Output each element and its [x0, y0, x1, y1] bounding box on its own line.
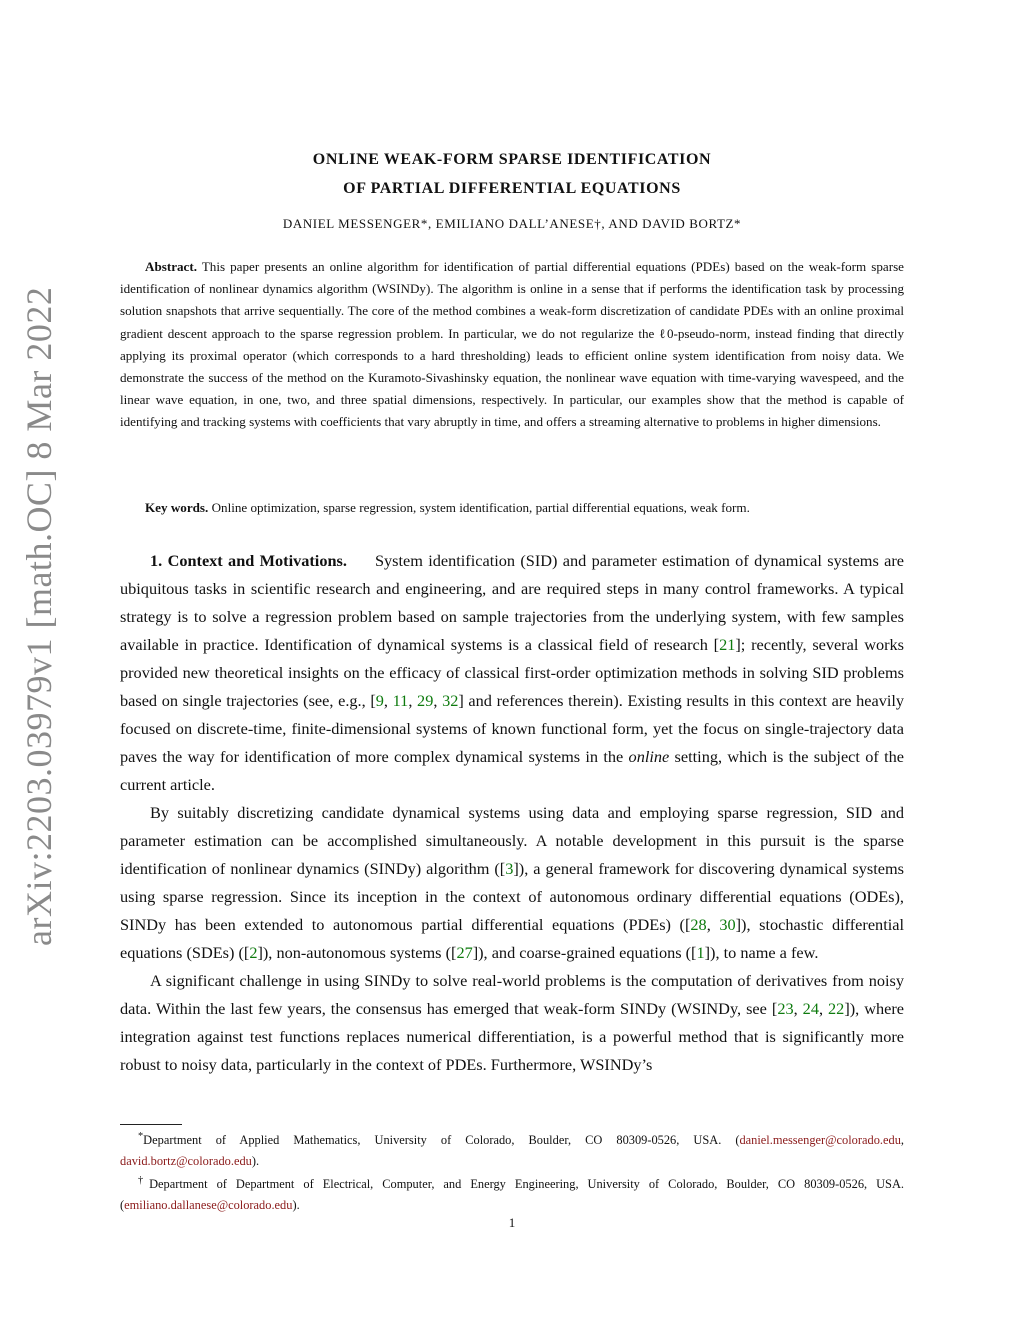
text-run: A significant challenge in using SINDy to solve real-world problems is the computation of derivatives from noisy data. Within the last few years, the consensus has emerged that weak-form SINDy (WSINDy, see [ — [120, 971, 904, 1018]
text-run: ]), and coarse-grained equations ([ — [472, 943, 697, 962]
text-run: ] and references therein). Existing results in this context are heavily focused on discrete-time, finite-dimensional systems of known functional form, yet the focus on single-trajectory data paves the way for identification of more complex dynamical systems in the — [120, 691, 905, 766]
text-run: , — [408, 691, 418, 710]
abstract-label: Abstract. — [145, 259, 197, 274]
text-run: By suitably discretizing candidate dynamical systems using data and employing sparse regression, SID and parameter estimation can be accomplished simultaneously. A notable development in this pursuit is the sparse identification of nonlinear dynamics (SINDy) algorithm ([ — [120, 803, 904, 878]
citation-link[interactable]: 23 — [777, 999, 794, 1018]
section-number: 1. — [150, 551, 163, 570]
paragraph — [120, 547, 904, 799]
abstract-text: This paper presents an online algorithm for identification of partial differential equations (PDEs) based on the weak-form sparse identification of nonlinear dynamics algorithm (WSINDy). The algorithm is online in a sense that if performs the identification task by processing solution snapshots that arrive sequentially. The core of the method combines a weak-form discretization of candidate PDEs with an online proximal gradient descent approach to the sparse regression problem. In particular, we do not regularize the ℓ0-pseudo-norm, instead finding that directly applying its proximal operator (which corresponds to a hard thresholding) leads to efficient online system identification from noisy data. We demonstrate the success of the method on the Kuramoto-Sivashinsky equation, the nonlinear wave equation with time-varying wavespeed, and the linear wave equation, in one, two, and three spatial dimensions, respectively. In particular, our examples show that the method is capable of identifying and tracking systems with coefficients that vary abruptly in time, and offers a streaming alternative to problems in higher dimensions. — [120, 259, 904, 430]
citation-link[interactable]: 11 — [392, 691, 409, 710]
text-run: , — [793, 999, 803, 1018]
footnote-text: Department of Department of Electrical, Computer, and Energy Engineering, University of Colorado, Boulder, CO 80309-0526, USA. ( — [120, 1177, 904, 1212]
citation-link[interactable]: 24 — [802, 999, 819, 1018]
text-run: ]), a general framework for discovering dynamical systems using sparse regression. Since its inception in the context of autonomous ordinary differential equations (ODEs), SINDy has been extended to autonomous partial differential equations (PDEs) ([ — [120, 859, 904, 934]
footnote-text: Department of Applied Mathematics, University of Colorado, Boulder, CO 80309-0526, USA. ( — [143, 1133, 740, 1148]
text-run: , — [818, 999, 829, 1018]
citation-link[interactable]: 21 — [719, 635, 736, 654]
citation-link[interactable]: 9 — [375, 691, 384, 710]
citation-link[interactable]: 2 — [249, 943, 258, 962]
title-line-1: ONLINE WEAK-FORM SPARSE IDENTIFICATION — [312, 151, 712, 168]
text-run: ]; recently, several works provided new theoretical insights on the efficacy of classical first-order optimization methods in solving SID problems based on single trajectories (see, e.g., [ — [120, 635, 905, 710]
emphasis: online — [628, 747, 670, 766]
email-link[interactable]: david.bortz@colorado.edu — [120, 1153, 252, 1168]
footnote-mark: * — [138, 1131, 144, 1142]
citation-link[interactable]: 27 — [456, 943, 473, 962]
email-link[interactable]: daniel.messenger@colorado.edu — [739, 1133, 901, 1148]
footnote-2 — [120, 1171, 904, 1215]
footnote-1 — [120, 1127, 904, 1171]
arxiv-side-stamp: arXiv:2203.03979v1 [math.OC] 8 Mar 2022 — [19, 286, 59, 946]
footnote-divider — [120, 1124, 182, 1125]
footnote-text: ). — [292, 1197, 300, 1212]
citation-link[interactable]: 32 — [442, 691, 459, 710]
text-run: , — [433, 691, 443, 710]
paragraph — [120, 967, 904, 1079]
keywords-label: Key words. — [145, 500, 209, 515]
footnote-mark: † — [138, 1175, 150, 1187]
text-run: ]), where integration against test functions replaces numerical differentiation, is a powerful method that is significantly more robust to noisy data, particularly in the context of PDEs. Furthermore, WSINDy’s — [120, 999, 905, 1074]
keywords — [120, 497, 904, 519]
footnote-text: , — [900, 1133, 904, 1148]
citation-link[interactable]: 29 — [417, 691, 434, 710]
citation-link[interactable]: 22 — [828, 999, 845, 1018]
section-title: Context and Motivations. — [167, 551, 347, 570]
paper-title — [120, 145, 904, 203]
text-run: ]), stochastic differential equations (SDEs) ([ — [120, 915, 904, 962]
citation-link[interactable]: 30 — [719, 915, 736, 934]
citation-link[interactable]: 28 — [690, 915, 707, 934]
citation-link[interactable]: 1 — [696, 943, 705, 962]
footnote-text: ). — [251, 1153, 260, 1168]
footnotes — [120, 1127, 904, 1215]
page-number: 1 — [508, 1215, 516, 1230]
abstract — [120, 256, 904, 434]
text-run: , — [706, 915, 720, 934]
email-link[interactable]: emiliano.dallanese@colorado.edu — [124, 1197, 293, 1212]
keywords-text: Online optimization, sparse regression, system identification, partial differential equations, weak form. — [211, 500, 750, 515]
text-run: setting, which is the subject of the current article. — [120, 747, 904, 794]
citation-link[interactable]: 3 — [505, 859, 514, 878]
text-run: , — [383, 691, 393, 710]
author-list: DANIEL MESSENGER*, EMILIANO DALL’ANESE†, AND DAVID BORTZ* — [282, 216, 742, 231]
text-run: System identification (SID) and parameter estimation of dynamical systems are ubiquitous tasks in scientific research and engineering, and are required steps in many control frameworks. A typical strategy is to solve a regression problem based on sample trajectories from the underlying system, with few samples available in practice. Identification of dynamical systems is a classical field of research [ — [120, 551, 905, 654]
text-run: ]), to name a few. — [704, 943, 819, 962]
text-run: ]), non-autonomous systems ([ — [257, 943, 457, 962]
section-1 — [120, 547, 904, 1079]
title-line-2: OF PARTIAL DIFFERENTIAL EQUATIONS — [343, 180, 681, 197]
paragraph — [120, 799, 904, 967]
